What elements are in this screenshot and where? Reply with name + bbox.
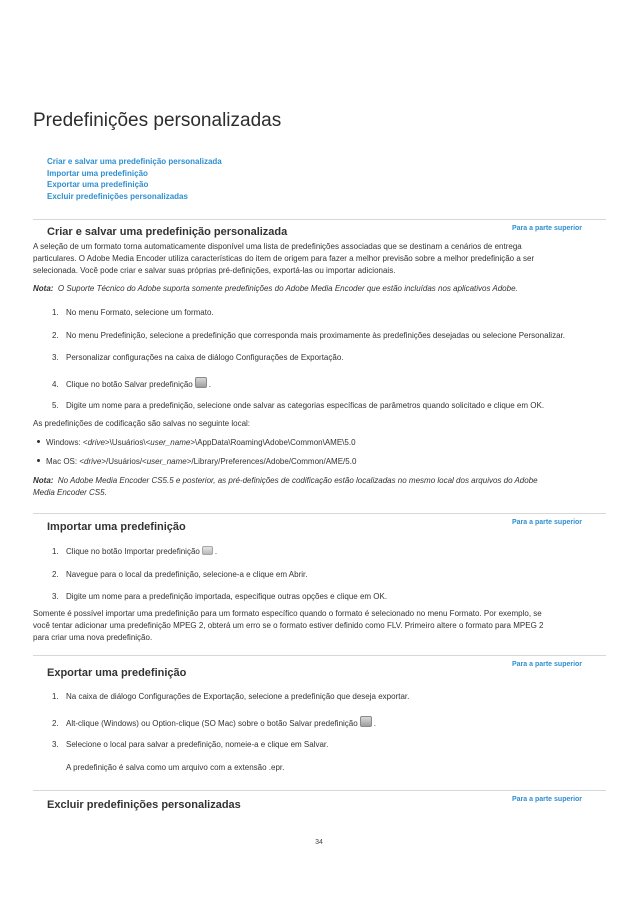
step-text-after: . [214, 547, 218, 556]
step-text: Selecione o local para salvar a predefinição, nomeie-a e clique em Salvar. [66, 740, 329, 749]
step-item [52, 570, 307, 579]
step-item [52, 692, 409, 701]
step-text: Personalizar configurações na caixa de diálogo Configurações de Exportação. [66, 353, 344, 362]
paragraph-line: para criar uma nova predefinição. [33, 633, 153, 642]
bullet-dot [37, 440, 40, 443]
step-item [52, 377, 211, 389]
divider [33, 219, 606, 220]
step-text: Digite um nome para a predefinição, selecione onde salvar as categorias específicas de parâmetros quando solicitado e clique em OK. [66, 401, 545, 410]
section-title: Excluir predefinições personalizadas [47, 799, 241, 811]
step-text: Digite um nome para a predefinição importada, especifique outras opções e clique em OK. [66, 592, 388, 601]
back-to-top-link[interactable]: Para a parte superior [512, 796, 583, 803]
section-title: Exportar uma predefinição [47, 667, 187, 679]
step-number: 3. [52, 740, 59, 749]
step-text: Alt-clique (Windows) ou Option-clique (SO Mac) sobre o botão Salvar predefinição [66, 719, 358, 728]
bullet-dot [37, 459, 40, 462]
note [33, 475, 613, 499]
step-number: 2. [52, 719, 59, 728]
step-number: 2. [52, 331, 59, 340]
step-text: Na caixa de diálogo Configurações de Exportação, selecione a predefinição que deseja exportar. [66, 692, 410, 701]
note-line-1 [33, 475, 613, 487]
step-text: Clique no botão Salvar predefinição [66, 380, 193, 389]
toc-link-import-preset[interactable]: Importar uma predefinição [47, 168, 148, 178]
step-number: 1. [52, 308, 59, 317]
toc-link-export-preset[interactable]: Exportar uma predefinição [47, 180, 149, 189]
page-title: Predefinições personalizadas [33, 110, 282, 131]
step-item [52, 740, 328, 749]
page-number: 34 [315, 839, 323, 846]
path-placeholder: user_name [150, 438, 191, 447]
divider [33, 790, 606, 791]
import-paragraph [33, 608, 613, 644]
note-text: O Suporte Técnico do Adobe suporta somente predefinições do Adobe Media Encoder que estão incluídas nos aplicativos Adobe. [57, 284, 518, 293]
note-text: No Adobe Media Encoder CS5.5 e posterior, as pré-definições de codificação estão localizadas no mesmo local dos arquivos do Adobe [57, 476, 538, 485]
table-of-contents [47, 156, 222, 202]
path-placeholder: drive [84, 457, 102, 466]
step-text: Clique no botão Importar predefinição [66, 547, 200, 556]
toc-link-create-preset[interactable]: Criar e salvar uma predefinição personalizada [47, 157, 222, 166]
paragraph-line: A seleção de um formato torna automaticamente disponível uma lista de predefinições associadas que se destinam a cenários de entrega [33, 242, 522, 251]
section-title: Criar e salvar uma predefinição personalizada [47, 226, 288, 238]
back-to-top-link[interactable]: Para a parte superior [512, 225, 583, 232]
back-to-top-link[interactable]: Para a parte superior [512, 519, 583, 526]
step-item [52, 592, 387, 601]
divider [33, 655, 606, 656]
paragraph-line: você tentar adicionar uma predefinição MPEG 2, obterá um erro se o formato estiver definido como FLV. Primeiro altere o formato para MPEG 2 [33, 621, 544, 630]
path-segment: >\AppData\Roaming\Adobe\Common\AME\5.0 [190, 438, 356, 447]
step-number: 1. [52, 547, 59, 556]
step-text: Navegue para o local da predefinição, selecione-a e clique em Abrir. [66, 570, 308, 579]
path-segment: >\Usuários\< [104, 438, 151, 447]
note-label: Nota: [33, 476, 54, 485]
paragraph-line: particulares. O Adobe Media Encoder utiliza características do item de origem para fazer a melhor previsão sobre a melhor predefinição a ser [33, 254, 535, 263]
step-subtext: A predefinição é salva como um arquivo com a extensão .epr. [66, 763, 285, 772]
step-item [52, 546, 217, 556]
step-text: No menu Predefinição, selecione a predefinição que corresponda mais proximamente às predefinições desejadas ou selecione Personalizar. [66, 331, 565, 340]
step-number: 3. [52, 592, 59, 601]
step-text-after: . [208, 380, 211, 389]
step-item [52, 716, 376, 728]
path-label: Windows: < [46, 438, 88, 447]
paragraph-line: selecionada. Você pode criar e salvar suas próprias pré-definições, exportá-las ou importar adicionais. [33, 266, 396, 275]
toc-link-delete-presets[interactable]: Excluir predefinições personalizadas [47, 191, 188, 201]
divider [33, 513, 606, 514]
step-text-after: . [373, 719, 376, 728]
bullet-mac-path [37, 457, 356, 466]
step-item [52, 331, 565, 340]
step-text: No menu Formato, selecione um formato. [66, 308, 214, 317]
note-label: Nota: [33, 284, 54, 293]
path-placeholder: user_name [146, 457, 187, 466]
bullet-windows-path [37, 438, 356, 447]
step-item [52, 401, 544, 410]
import-preset-icon [202, 546, 213, 555]
section-title: Importar uma predefinição [47, 521, 186, 533]
step-number: 2. [52, 570, 59, 579]
step-number: 4. [52, 380, 59, 389]
back-to-top-link[interactable]: Para a parte superior [512, 661, 583, 668]
save-preset-icon [195, 377, 207, 388]
path-segment: >/Library/Preferences/Adobe/Common/AME/5.0 [186, 457, 357, 466]
path-segment: >/Usuários/< [101, 457, 147, 466]
note [33, 283, 613, 295]
path-label: Mac OS: < [46, 457, 85, 466]
location-paragraph: As predefinições de codificação são salvas no seguinte local: [33, 419, 251, 428]
path-placeholder: drive [87, 438, 105, 447]
save-preset-icon [360, 716, 372, 727]
step-item [52, 308, 214, 317]
step-number: 3. [52, 353, 59, 362]
paragraph-line: Somente é possível importar uma predefinição para um formato específico quando o formato é selecionado no menu Formato. Por exemplo, se [33, 609, 542, 618]
note-line-2: Media Encoder CS5. [33, 488, 107, 497]
step-number: 5. [52, 401, 59, 410]
step-number: 1. [52, 692, 59, 701]
step-item [52, 353, 344, 362]
intro-paragraph [33, 241, 613, 277]
